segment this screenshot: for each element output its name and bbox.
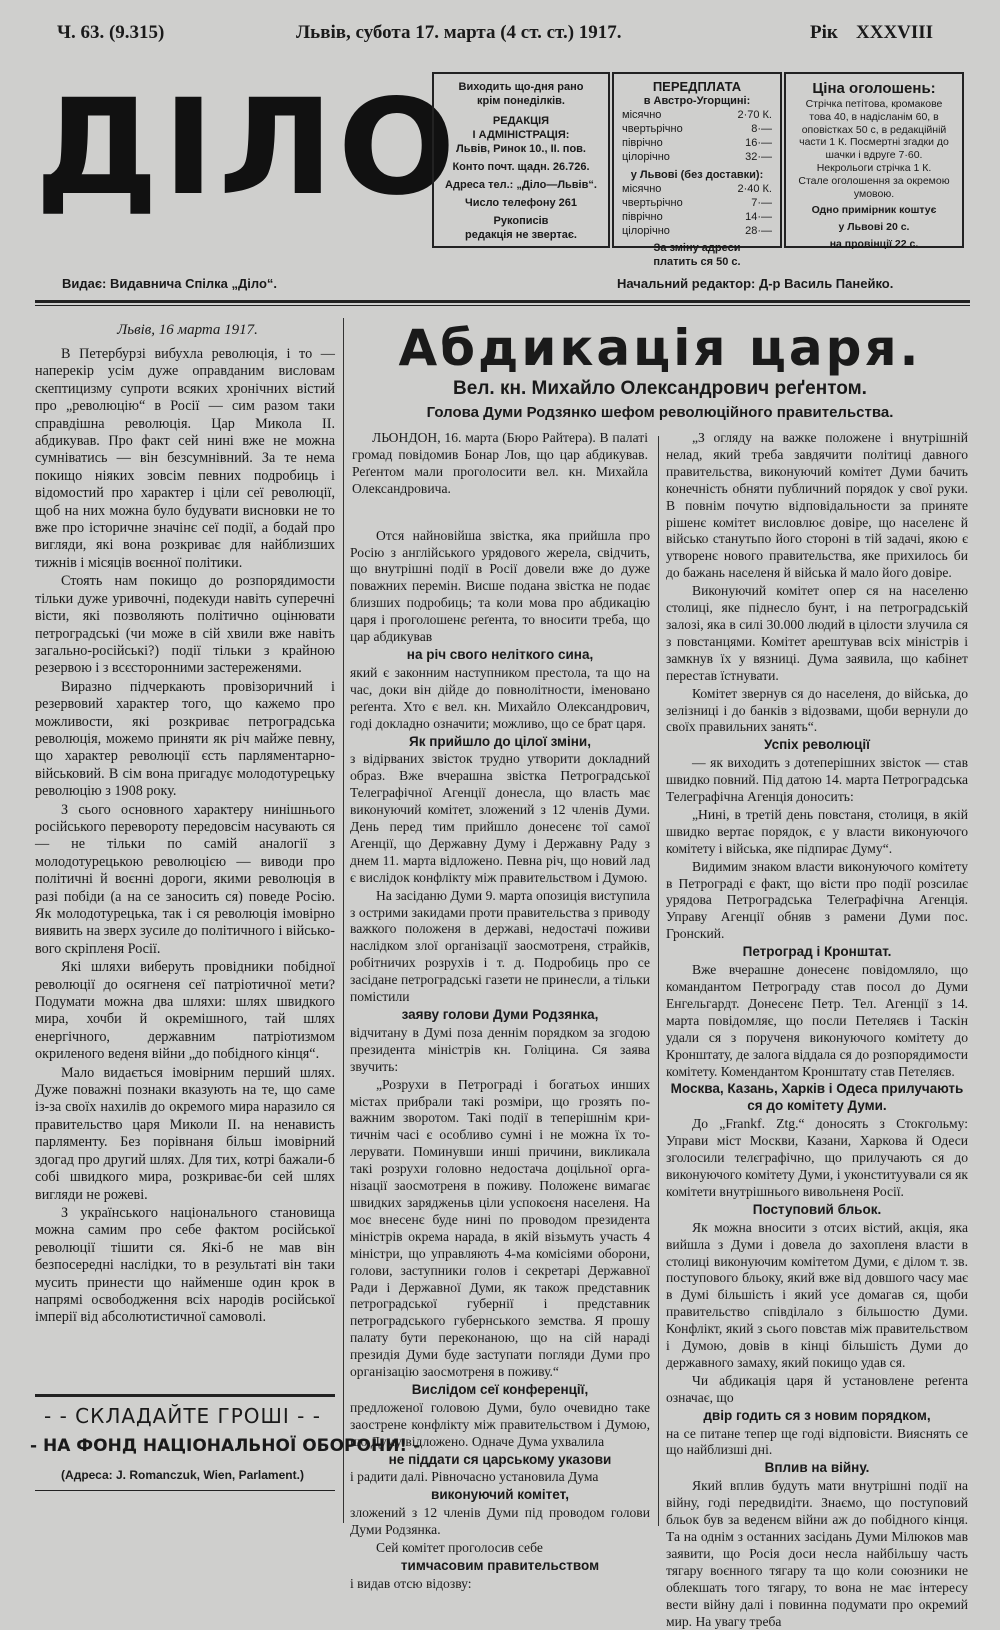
editorial-line: крім понеділків. [476,95,565,107]
paragraph: Вже вчерашне донесенє повідомляло, що командантом Петрограду став посол до Думи Енгельгардт. Донесенє Петр. Тел. Агенції з 14. марта повідомляє, що посли Петеляєв і Таскін удали ся з порученя виконуючого комітету до Кронштату, де залога віддала ся до розпорядимости комітету. Комендантом Кронштату став Петеляєв. [666,962,968,1079]
subscription-note: За зміну адреси [653,242,741,254]
price-row: місячно 2·40 К. [622,183,772,195]
editorial-line: редакція не звертає. [465,229,577,241]
paragraph: — як виходить з дотеперішних звісток — став швидко повний. Під датою 14. марта Петроградська Телеграфічна Агенція доносить: [666,755,968,805]
ad-prices-line: умовою. [853,187,895,200]
paragraph: Мало видається імовірним перший шлях. Дуже поважні познаки вказують на те, що саме із-за своїх нахилів до окремого мира наразило ся правительство царя Миколи II. на ненависть парляменту. Без порівнаня більш імовірний здогад про другий шлях. Для тих, котрі бажали-б собі швидкого мира, розкриває-би сей шлях вигляди не рожеві. [35,1064,335,1203]
subscription-note: платить ся 50 с. [653,256,741,268]
subheadline-regent: Вел. кн. Михайло Олександрович реґентом. [453,378,867,399]
editorial-line: Адреса тел.: „Діло—Львів“. [445,179,597,191]
subheadline-duma: Голова Думи Родзянко шефом революційного правительства. [426,404,894,421]
issue-date: Львів, субота 17. марта (4 ст. ст.) 1917. [296,22,622,43]
column-rule [343,318,344,1523]
paragraph: і видав отсю відозву: [350,1575,472,1591]
subscription-region: у Львові (без доставки): [630,169,764,181]
paragraph: з відірваних звісток трудно утворити докладний образ. Вже вчерашна звістка Петроградської Телеграфічної Агенції донесла, що власть має виконуючий комітет, зложений з 12 членів Думи. День перед тим прийшло донесенє тої самої Агенції, що Державну Думу і Державну Раду з днем 11. марта відложено. Певна річ, що новий лад є вислідок конфлікту між правительством і Думою. [350,751,650,885]
ad-rule-bottom [35,1490,335,1491]
ad-prices-line: Стале оголошення за окремою [798,174,950,187]
price-row: чвертьрічно 7·— [622,197,772,209]
article-column-middle [350,430,650,1591]
newspaper-logo: ДІЛО [35,71,460,225]
price-row: піврічно 16·— [622,137,772,149]
price-row: цілорічно 32·— [622,151,772,163]
ad-prices-line: това 40, в надісланім 60, в [809,110,939,123]
section-heading: Поступовий бльок. [752,1201,882,1217]
ad-rule [35,1394,335,1397]
article-column-right [666,430,968,1629]
paragraph: Видимим знаком власти виконуючого комітету в Петрограді є факт, що вісти про події розсилає урядова Петроградська Телеґрафічна Агенція. Управу Агенції обняв з рамени Думи пос. Гронский. [666,858,968,942]
paragraph: До „Frankf. Ztg.“ доносять з Стокгольму: Управи міст Москви, Казани, Харкова й Одеси зголосили телєграфічно, що прилучають ся до виконуючого комітету Думи, і уконституували ся як комітети внутрішнього вивольненя Росії. [666,1116,968,1199]
publisher-left: Видає: Видавнича Спілка „Діло“. [62,276,278,291]
paragraph: Сей комітет проголосив себе [376,1540,543,1556]
ad-prices-box [784,72,964,248]
price-row: цілорічно 28·— [622,225,772,237]
paragraph: Стоять нам покищо до розпорядимости тільки дуже уривочні, подекуди навіть суперечні вісти, які позволяють політично оцінювати петроградські (чи може в сій хвили вже навіть загально-російські?) події тільки з крайною резервою і з всєсторонними застереженями. [35,573,335,677]
paragraph: З українського національного становища можна самим про себе фактом російської революції тішити ся. Які-б не мав він безпосередні наслідки, то в результаті він таки мусить принести що найменше один крок в напрямі освободження всіх народів російської імперії від абсолютистичної самоволі. [35,1204,335,1326]
subscription-title: ПЕРЕДПЛАТА [652,79,742,94]
main-headline: Абдикація царя. [398,319,922,377]
header-rule-thin [35,305,970,306]
section-heading: Вплив на війну. [764,1460,870,1476]
section-heading: Успіх революції [764,737,870,753]
ad-prices-line: Стрічка петітова, кромакове [805,98,943,110]
price-row: місячно 2·70 К. [622,109,772,121]
price-row: чвертьрічно 8·— [622,123,772,135]
editorial-line: Число телефону 261 [464,197,578,209]
paragraph: предложеної головою Думи, було очевидно таке заострене конфлікту між правительством і Думою, що Думу відложено. Одначе Дума ухвалила [350,1399,650,1449]
paragraph: В Петербурзі вибухла революція, і то — наперекір усім дуже оправданим висловам скептицизму супроти всяких хронічних вістий про „революцію“ в Росії — сим разом таки справдішна революція. Цар Микола II. абдикував. Про факт сей нині вже не можна сумніватись — він безсумнівний. За те нема покищо ніяких зовсім певних подробиць і відомостий про характер і ціли сеї революції, щоб на них можна було будувати висновки не то вже про історичне значінє сеї події, а бодай про вигляди, які вона розкриває для найблизших тижнів і місяців воєнної політики. [35,346,335,571]
ad-prices-line: части 1 К. Посмертні згадки до [799,136,949,149]
editorial-date: Львів, 16 марта 1917. [117,322,258,338]
editorial-line: Конто почт. щадн. 26.726. [452,161,590,173]
paragraph: „Нині, в третій день повстаня, столиця, в якій швидко вертає порядок, є у власти виконуючого комітету і війська, яке підпирає Думу“. [666,806,968,856]
paragraph: на се питане тепер ще годі відповісти. Вияснять се що найблизші дні. [666,1425,968,1458]
section-heading: Вислідом сеї конференції, [411,1381,589,1397]
publisher-right: Начальний редактор: Д-р Василь Панейко. [617,276,894,291]
paragraph: На засіданю Думи 9. марта опозиція виступила з острими закидами проти правительства з приводу важкого положеня в державі, недостачі поживи наслідком злої організації заосмотреня, страйків, робітничих розрухів і т. д. Подробиць про се засідане петроградські газети не принесли, а тільки помістили [350,887,650,1005]
editorial-column [35,346,335,1396]
ad-prices-line: Некрольоги стрічка 1 К. [816,161,932,174]
paragraph: З сього основного характеру нинішнього російського перевороту передовсім насувають ся — не тільки по самій аналогії з молодотурецькою революцією — виводи про політичні й воєнні дороги, якими революція в разі побіди (а на се заносить ся) поведе Росію. Як молодотурецька, так і ся революція імовірно виявить на зверх зусиле до політичного і військового скріпленя Росії. [35,801,335,957]
editorial-box [432,72,610,248]
section-heading: тимчасовим правительством [400,1558,600,1573]
ad-prices-line: у Львові 20 с. [838,221,910,234]
paragraph: „З огляду на важке положене і внутрішній нелад, який треба завдячити політиці давного правительства, виконуючий комітет Думи бачить конечність обняти публичний порядок у свої руки. В повнім почутю відповідальности за приняте рішенє комітет висловлює довіре, що населенє й військо станутьпо його стороні в тій задачі, якою є утворенє нового правительства, яке прихилось би до бажань населеня й війська й мало його довіре. [666,430,968,581]
paragraph: який є законним наступником престола, та що на час, доки він дійде до повнолітности, іменовано реґента. Хто є вел. кн. Михайло Олександрович, годі докладно означити; можливо, що се брат царя. [350,664,650,731]
section-heading: двір годить ся з новим порядком, [703,1407,931,1423]
paragraph: Отся найновійша звістка, яка прийшла про Росію з англійського урядового жерела, свідчить, що внутрішні події в Росії довели вже до дуже поважних перемін. Висше подана звістка не подає близших подробиць; та коли мова про абдикацію царя і проголошенє реґента, то вносити треба, що цар абдикував [350,527,650,645]
section-heading: виконуючий комітет, [431,1487,569,1503]
subscription-box [612,72,782,268]
ad-address: (Адреса: J. Romanczuk, Wien, Parlament.) [61,1468,304,1482]
paragraph: зложений з 12 членів Думи під проводом голови Думи Родзянка. [350,1505,650,1538]
section-heading: Як прийшло до цілої зміни, [409,733,591,749]
editorial-line: І АДМІНІСТРАЦІЯ: [472,129,570,141]
section-heading: Москва, Казань, Харків і Одеса прилучають ся до комітету Думи. [670,1081,964,1114]
paragraph: Який вплив будуть мати внутрішні події на війну, годі передвидіти. Знаємо, що поступовий бльок був за веденєм війни аж до побідного кінця. Та на однім з останних засідань Думи Мілюков мав заявити, що Росія доси несла найбільшу часть тягару воєнного тягару та що коли союзники не облекшать того тягару, то вона не має інтересу вести війну далі і повинна подумати про окремий мир. На увагу треба [666,1478,968,1629]
ad-fund: - НА ФОНД НАЦІОНАЛЬНОЇ ОБОРОНИ! - [30,1436,421,1456]
section-heading: не піддати ся царському указови [388,1451,612,1467]
paragraph: Виразно підчеркають провізоричний і резервовий характер того, що кажемо про можливости, які розкриває петроградська революція, можемо приняти як річ майже певну, що характер революції єсть парляментарно-військовий. В сім вона пригадує молодотурецьку революцію з 1908 року. [35,678,335,800]
section-heading: на річ свого неліткого сина, [406,646,594,662]
paragraph: і радити далі. Рівночасно установила Дума [350,1469,599,1485]
paragraph: „Розрухи в Петрограді і богатьох инших містах прибрали такі розміри, що грозять поважним зворотом. Такі події в теперішнім критичнім часі є особливо сумні і не можна їх толерувати. Поминувши инші причини, викликала такі розрухи головно недостача доцільної організації заосмотреня в поживу. Положенє вимагає швидких зарядженьв ціли успокоєня населеня. На моє внесенє буде нині по проводом президента міністрів окрема нарада, в якій візьмуть участь 4 міністри, що управляють 4-ма комісіями оборони, голови, заступники голов і секретарі Державної Ради і Державної Думи, як також представник петроградської губернії і представник петроградського губернського земства. Я прошу палату бути переконаною, що на сій нараді президія Думи буде заступати погляди Думи про організацію заосмотреня в поживу.“ [350,1076,650,1380]
issue-number: Ч. 63. (9.315) [57,22,165,43]
ad-prices-line: оповістках 50 с, в редакційній [801,123,947,136]
ad-prices-line: Одно примірник коштує [811,204,937,217]
subscription-region: в Австро-Угорщині: [643,95,751,107]
ad-slogan: - - СКЛАДАЙТЕ ГРОШІ - - [44,1404,321,1428]
ad-prices-line: шачки і вдруге 7·60. [825,149,923,162]
editorial-line: РЕДАКЦІЯ [492,115,550,127]
year-number: XXXVIII [856,22,934,43]
year-label: Рік [810,22,838,43]
ad-prices-title: Ціна оголошень: [812,80,936,97]
paragraph: Виконуючий комітет опер ся на населеню столиці, яке піднесло бунт, і на петроградській залозі, яка в силі 30.000 людий в цілости злучила ся з повстанцями. Комітет арештував всіх міністрів і замкнув їх у вязниці. Дума заявила, що кабінет перестав їстнувати. [666,583,968,683]
editorial-line: Виходить що-дня рано [458,81,584,93]
editorial-line: Львів, Ринок 10., II. пов. [455,143,586,155]
section-heading: заяву голови Думи Родзянка, [401,1007,599,1022]
header-rule [35,300,970,303]
paragraph: Які шляхи виберуть провідники побідної революції до осягненя сеї патріотичної мети? Подумати можна два шляхи: шлях швидкого мира, хочби й окремішного, тай шлях енергічного, державним патріотизмом окриленого веденя війни „до побідного кінця“. [35,959,335,1063]
price-row: піврічно 14·— [622,211,772,223]
paragraph: відчитану в Думі поза деннім порядком за згодою президента міністрів кн. Голіцина. Ся заява звучить: [350,1024,650,1074]
section-heading: Петроград і Кронштат. [742,944,892,960]
paragraph: Як можна вносити з отсих вістий, акція, яка вийшла з Думи і довела до захопленя власти в столиці виконуючим комітетом Думи, є ділом т. зв. поступового бльоку, який вже від довшого часу має в Думі більшість і який усе домагав ся, щоби правительство співділало з більшостю Думи. Конфлікт, який з сього повстав між правительством і Думою, довів в кінці більшість Думи до державного замаху, який покищо удав ся. [666,1219,968,1370]
paragraph: Комітет звернув ся до населеня, до війська, до зелізниці і до банків з відозвами, щоби вернули до своїх правильних занять“. [666,685,968,735]
editorial-line: Рукописів [493,215,549,227]
ad-prices-line: на провінції 22 с. [829,237,919,250]
lead-paragraph: ЛЬОНДОН, 16. марта (Бюро Райтера). В палаті громад повідомив Бонар Лов, що цар абдикував. Реґентом мали проголосити вел. кн. Михайла Олександровича. [352,430,648,496]
paragraph: Чи абдикація царя й установлене реґента означає, що [666,1372,968,1405]
column-rule [658,436,659,1526]
